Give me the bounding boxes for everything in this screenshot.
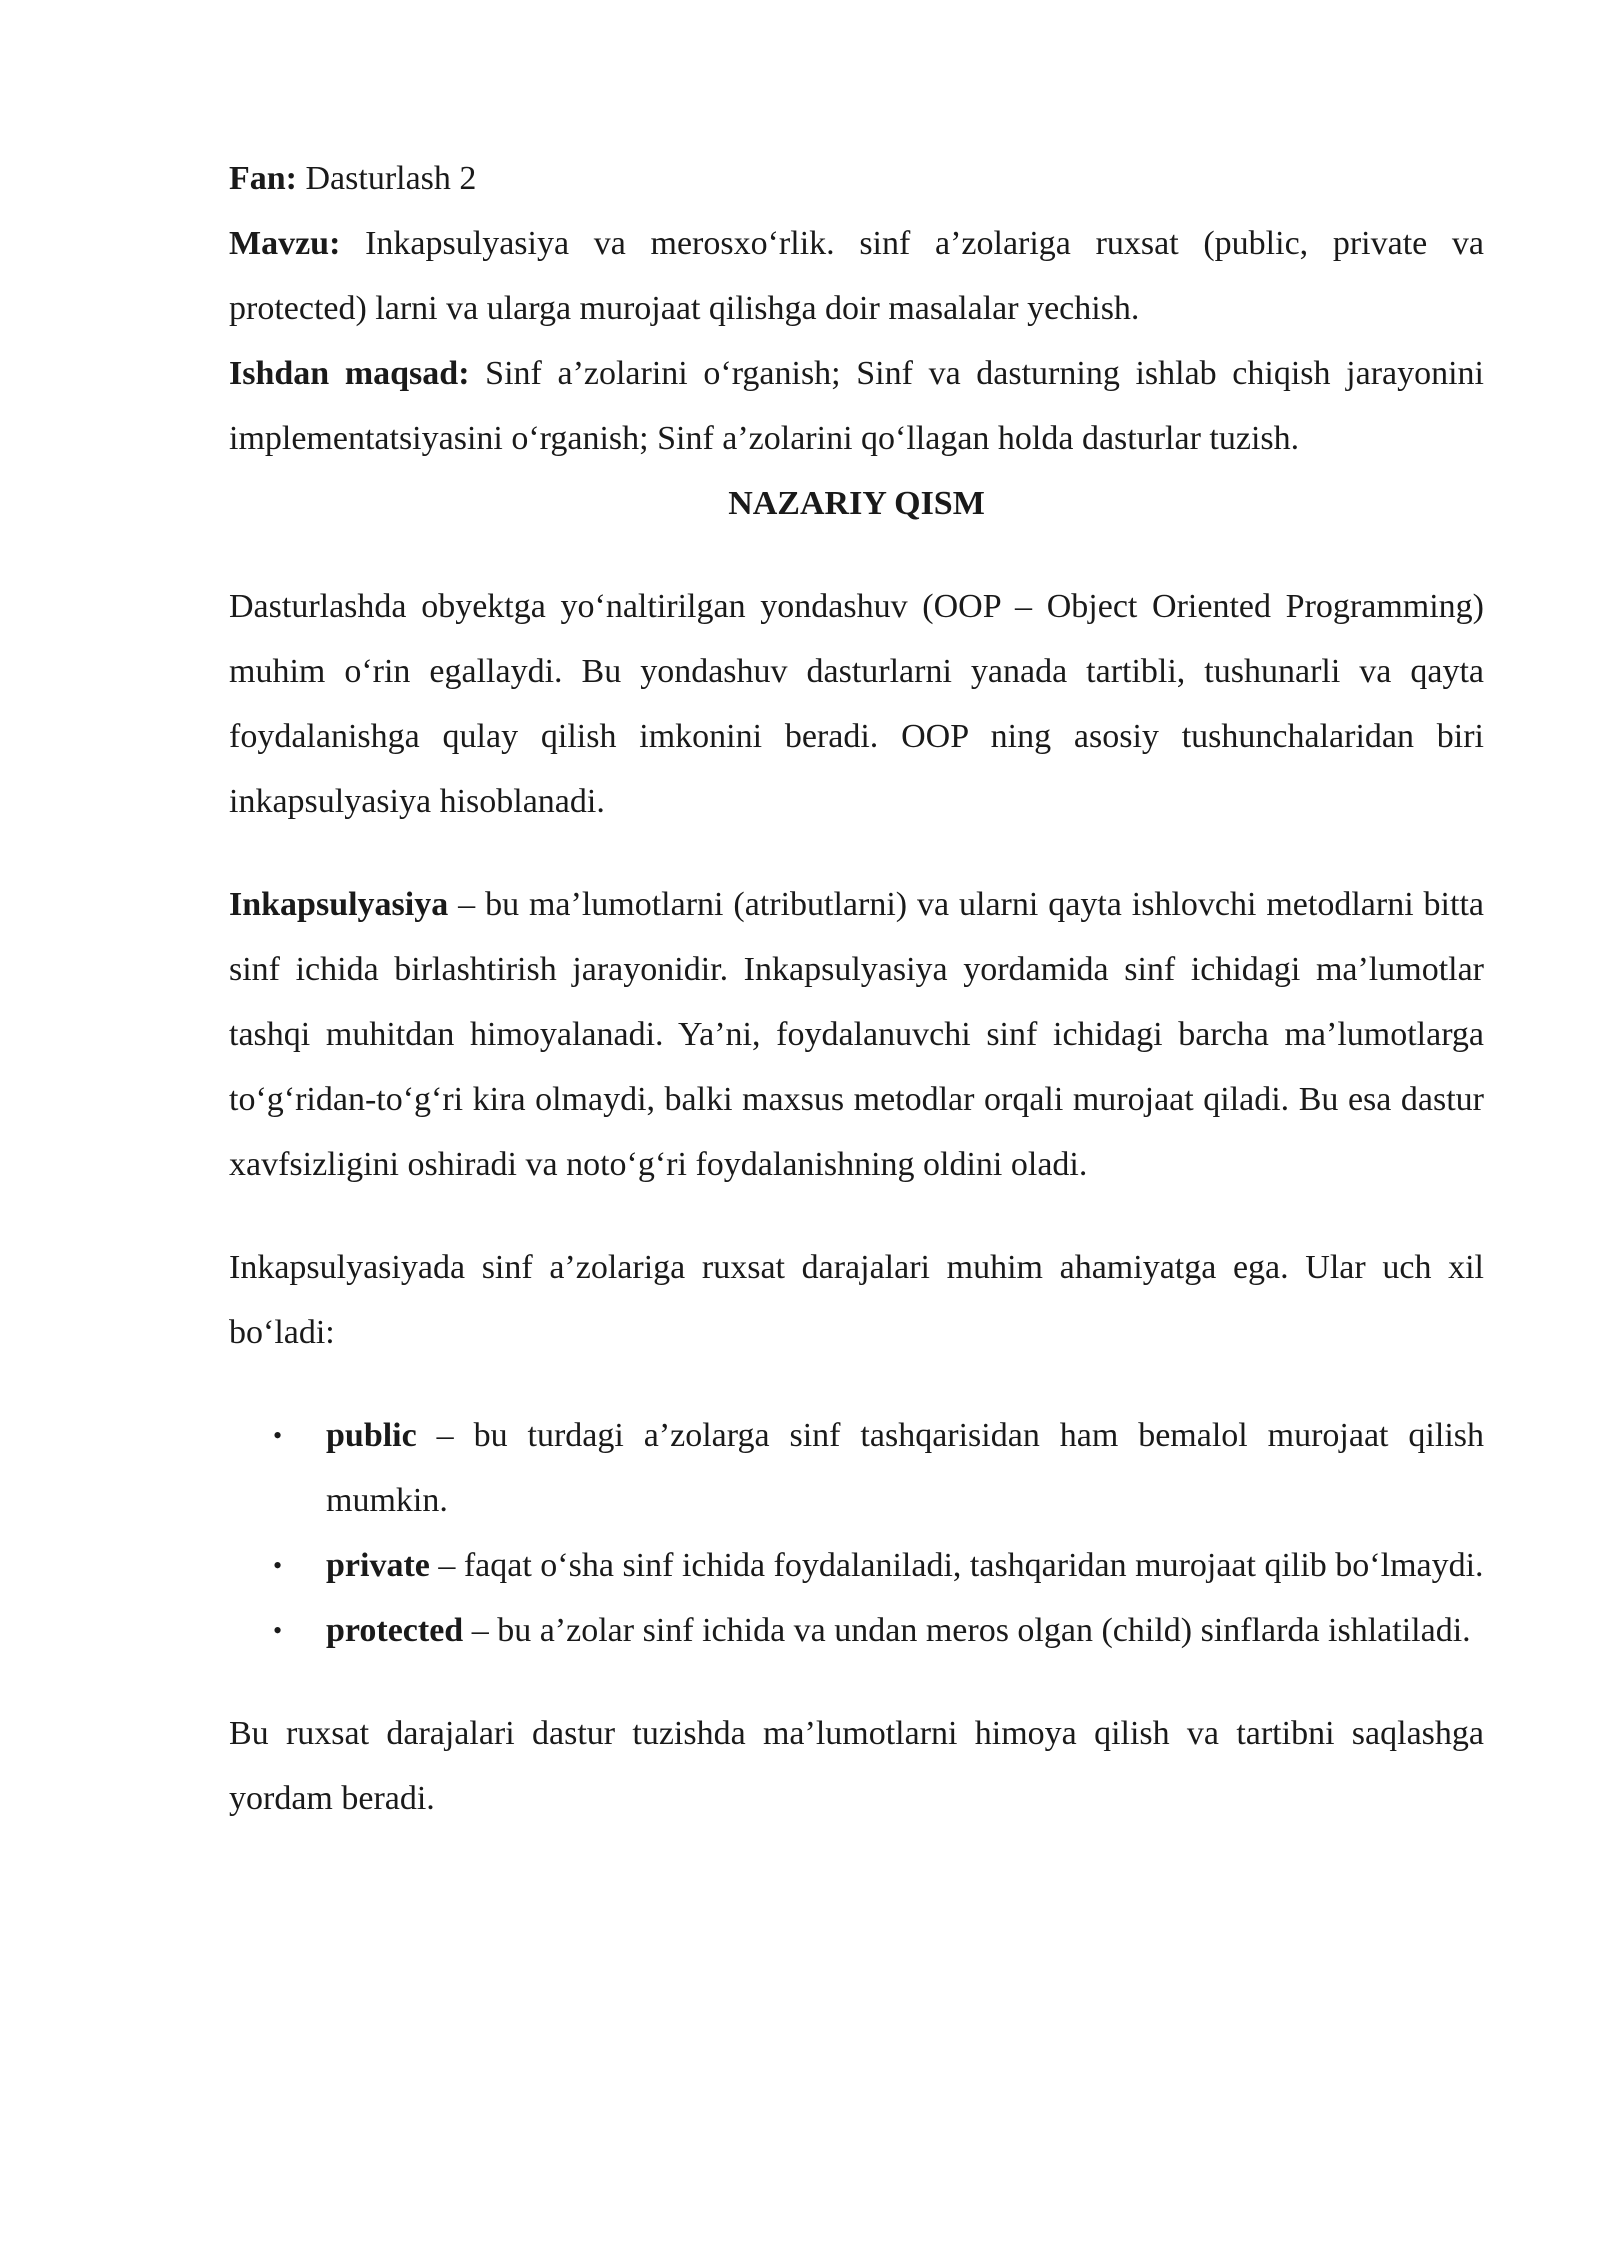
paragraph-conclusion: Bu ruxsat darajalari dastur tuzishda ma’lumotlarni himoya qilish va tartibni saqlashga yordam beradi. <box>229 1715 1484 1817</box>
goal-value: Sinf a’zolarini o‘rganish; Sinf va dasturning ishlab chiqish jarayonini implementatsiyasini o‘rganish; Sinf a’zolarini qo‘llagan holda dasturlar tuzish. <box>229 355 1485 457</box>
goal-line <box>229 341 1484 471</box>
subject-value: Dasturlash 2 <box>305 160 477 197</box>
paragraph-encapsulation <box>229 872 1484 1197</box>
list-item <box>229 1403 1484 1533</box>
topic-value: Inkapsulyasiya va merosxo‘rlik. sinf a’zolariga ruxsat (public, private va protected) larni va ularga murojaat qilishga doir masalalar yechish. <box>229 225 1485 327</box>
access-modifier-list <box>229 1403 1484 1663</box>
list-item-text: – bu a’zolar sinf ichida va undan meros olgan (child) sinflarda ishlatiladi. <box>463 1612 1471 1649</box>
subject-line <box>229 146 1484 211</box>
subject-label: Fan: <box>229 160 297 197</box>
list-item <box>229 1533 1484 1598</box>
bullet-icon: • <box>273 1551 283 1580</box>
topic-label: Mavzu: <box>229 225 341 262</box>
section-title: NAZARIY QISM <box>728 485 985 522</box>
list-item-text: – faqat o‘sha sinf ichida foydalaniladi, tashqaridan murojaat qilib bo‘lmaydi. <box>429 1547 1484 1584</box>
list-item-text: – bu turdagi a’zolarga sinf tashqarisidan ham bemalol murojaat qilish mumkin. <box>326 1417 1484 1519</box>
encapsulation-definition: – bu ma’lumotlarni (atributlarni) va ularni qayta ishlovchi metodlarni bitta sinf ichida birlashtirish jarayonidir. Inkapsulyasiya yordamida sinf ichidagi ma’lumotlar tashqi muhitdan himoyalanadi. Ya’ni, foydalanuvchi sinf ichidagi barcha ma’lumotlarga to‘g‘ridan-to‘g‘ri kira olmaydi, balki maxsus metodlar orqali murojaat qiladi. Bu esa dastur xavfsizligini oshiradi va noto‘g‘ri foydalanishning oldini oladi. <box>229 886 1484 1183</box>
goal-label: Ishdan maqsad: <box>229 355 470 392</box>
list-item <box>229 1598 1484 1663</box>
list-item-term: private <box>326 1547 430 1584</box>
list-item-term: public <box>326 1417 417 1454</box>
paragraph-oop-intro: Dasturlashda obyektga yo‘naltirilgan yondashuv (OOP – Object Oriented Programming) muhim o‘rin egallaydi. Bu yondashuv dasturlarni yanada tartibli, tushunarli va qayta foydalanishga qulay qilish imkonini beradi. OOP ning asosiy tushunchalaridan biri inkapsulyasiya hisoblanadi. <box>229 588 1484 820</box>
paragraph-access-levels: Inkapsulyasiyada sinf a’zolariga ruxsat darajalari muhim ahamiyatga ega. Ular uch xil bo‘ladi: <box>229 1249 1484 1351</box>
list-item-term: protected <box>326 1612 464 1649</box>
bullet-icon: • <box>273 1421 283 1450</box>
encapsulation-term: Inkapsulyasiya <box>229 886 449 923</box>
topic-line <box>229 211 1484 341</box>
bullet-icon: • <box>273 1616 283 1645</box>
document-body <box>229 146 1484 1831</box>
